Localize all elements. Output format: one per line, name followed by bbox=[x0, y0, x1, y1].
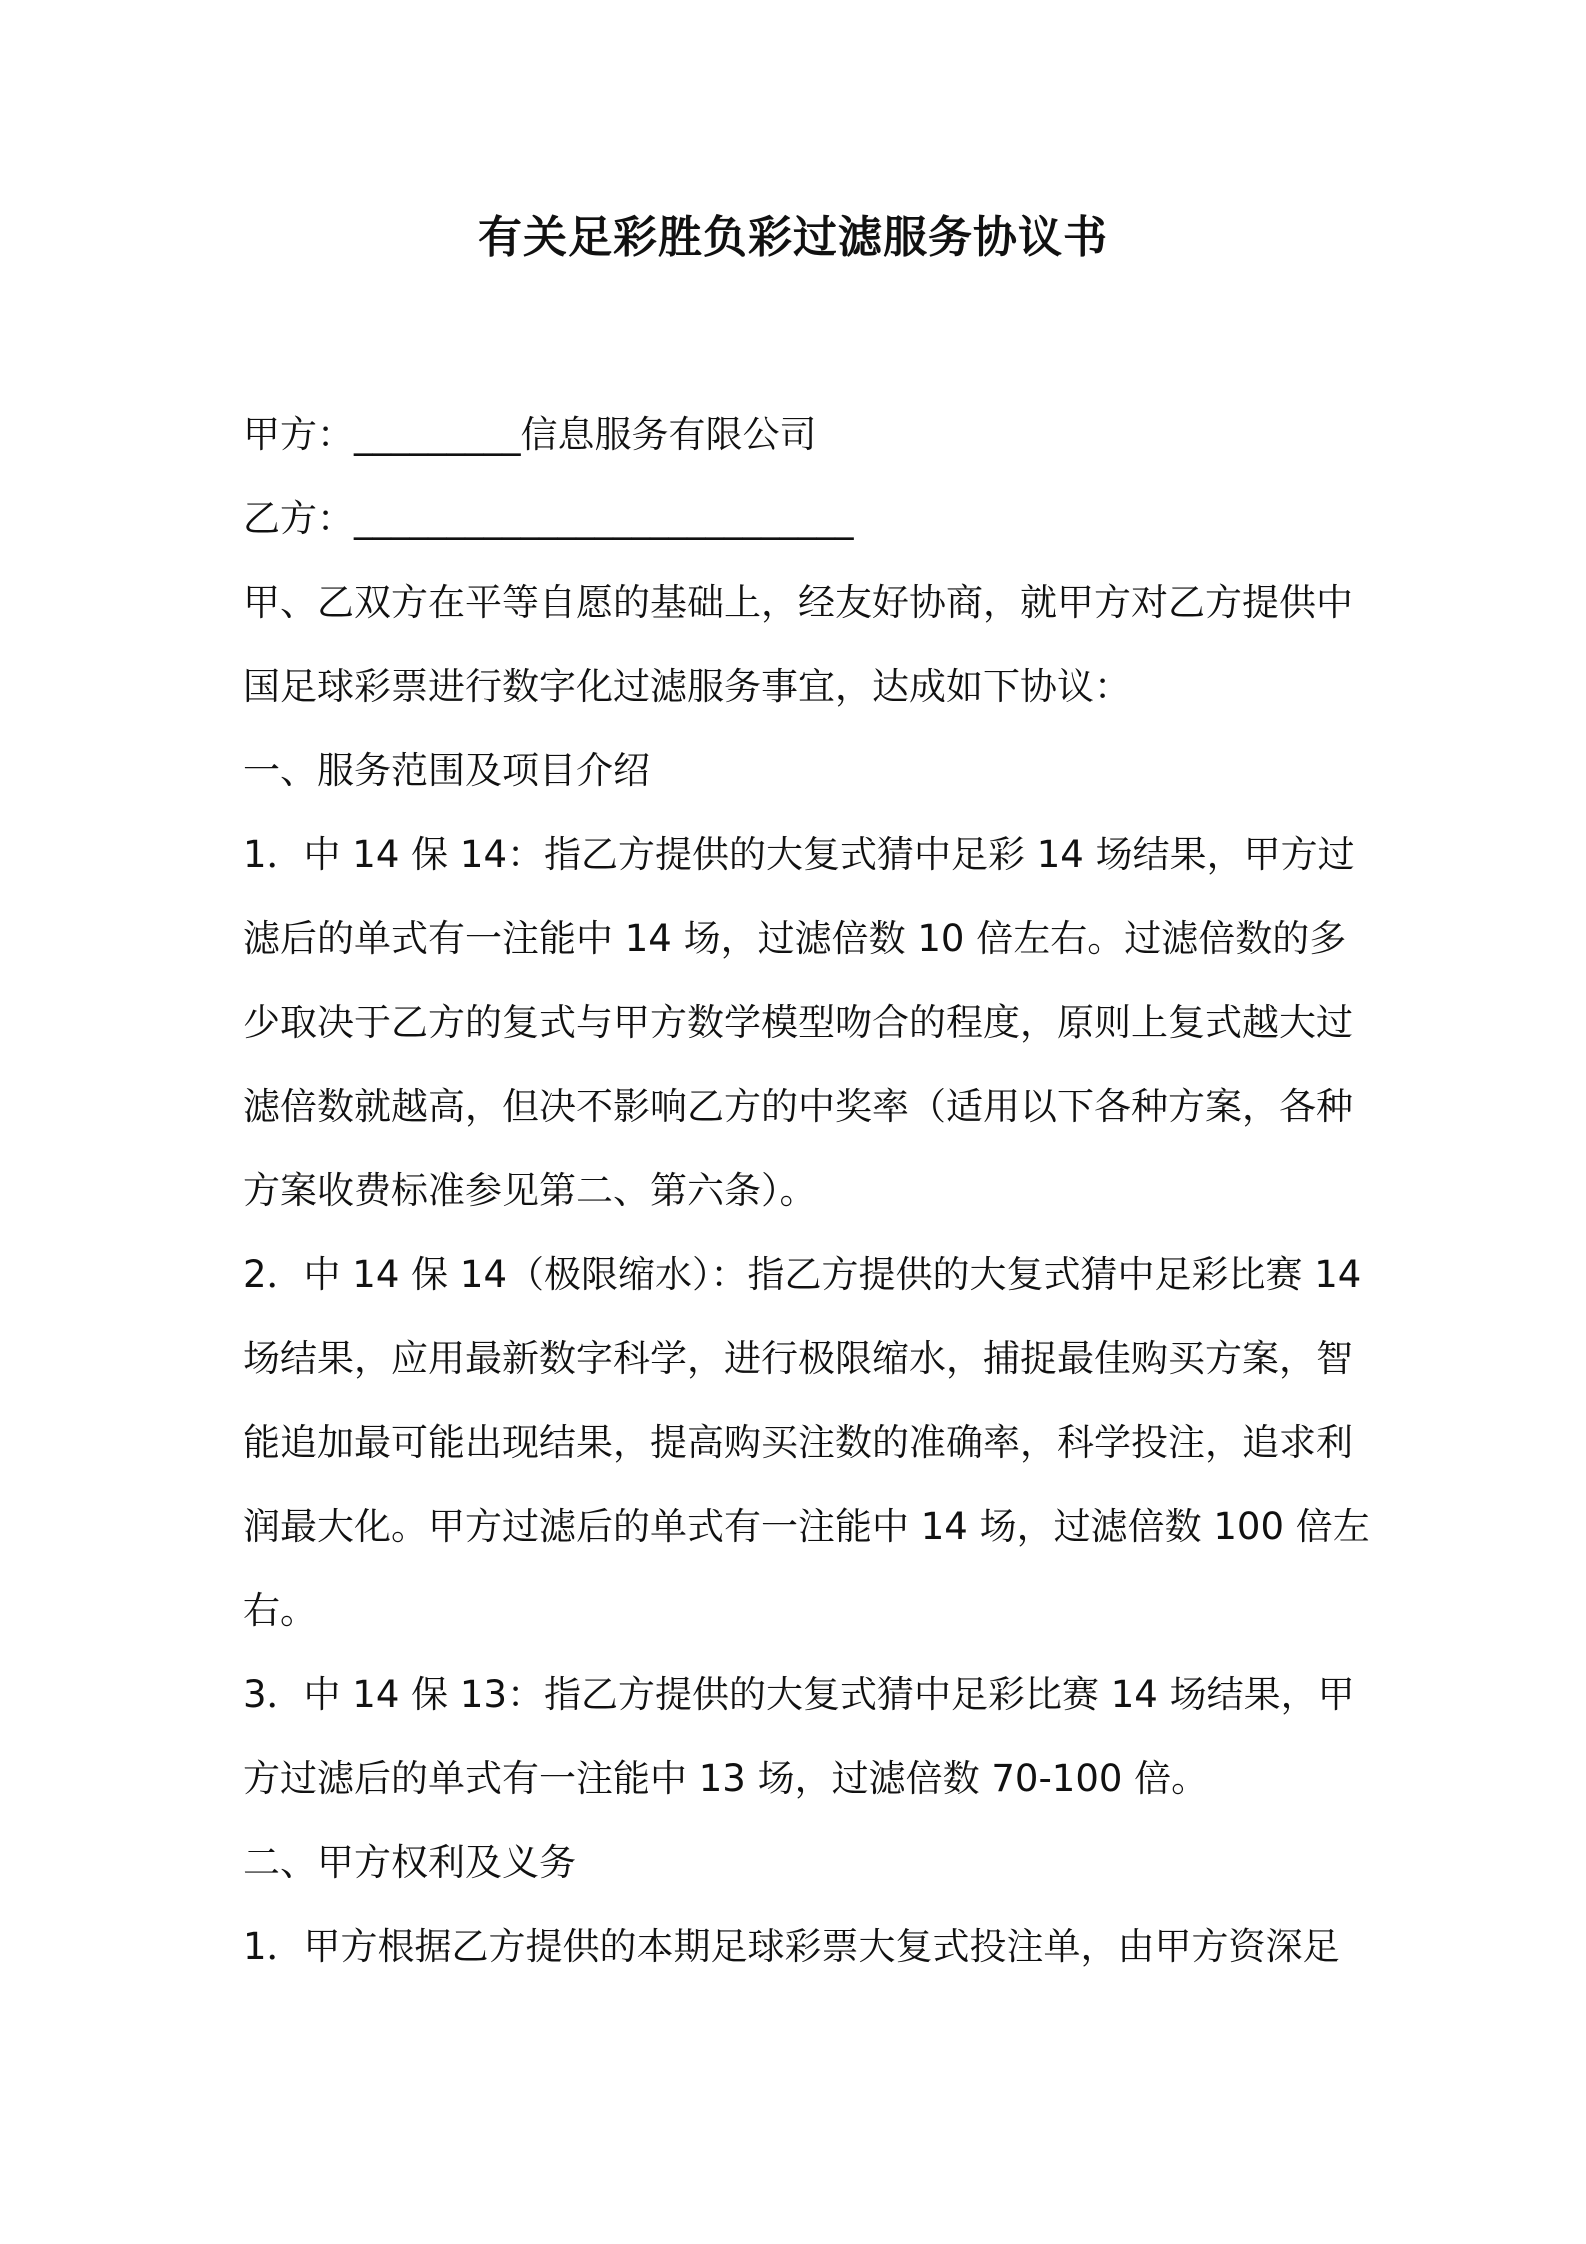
paragraph-line: 1．中 14 保 14：指乙方提供的大复式猜中足彩 14 场结果，甲方过 bbox=[243, 833, 1355, 876]
section-heading: 二、甲方权利及义务 bbox=[243, 1841, 576, 1884]
paragraph-line: 滤倍数就越高，但决不影响乙方的中奖率（适用以下各种方案，各种 bbox=[243, 1085, 1353, 1128]
paragraph-line: 场结果，应用最新数字科学，进行极限缩水，捕捉最佳购买方案，智 bbox=[243, 1337, 1353, 1380]
section-heading: 一、服务范围及项目介绍 bbox=[243, 749, 650, 792]
paragraph-line: 国足球彩票进行数字化过滤服务事宜，达成如下协议： bbox=[243, 665, 1131, 708]
paragraph-line: 2．中 14 保 14（极限缩水）：指乙方提供的大复式猜中足彩比赛 14 bbox=[243, 1253, 1362, 1296]
document-title: 有关足彩胜负彩过滤服务协议书 bbox=[478, 212, 1108, 263]
paragraph-line: 少取决于乙方的复式与甲方数学模型吻合的程度，原则上复式越大过 bbox=[243, 1001, 1353, 1044]
paragraph-line: 3．中 14 保 13：指乙方提供的大复式猜中足彩比赛 14 场结果，甲 bbox=[243, 1673, 1355, 1716]
party-a-line: 甲方：_________信息服务有限公司 bbox=[243, 413, 817, 456]
paragraph-line: 滤后的单式有一注能中 14 场，过滤倍数 10 倍左右。过滤倍数的多 bbox=[243, 917, 1347, 960]
paragraph-line: 甲、乙双方在平等自愿的基础上，经友好协商，就甲方对乙方提供中 bbox=[243, 581, 1353, 624]
paragraph-line: 方案收费标准参见第二、第六条）。 bbox=[243, 1169, 817, 1212]
paragraph-line: 润最大化。甲方过滤后的单式有一注能中 14 场，过滤倍数 100 倍左 bbox=[243, 1505, 1370, 1548]
paragraph-line: 能追加最可能出现结果，提高购买注数的准确率，科学投注，追求利 bbox=[243, 1421, 1353, 1464]
paragraph-line: 1．甲方根据乙方提供的本期足球彩票大复式投注单，由甲方资深足 bbox=[243, 1925, 1340, 1968]
paragraph-line: 方过滤后的单式有一注能中 13 场，过滤倍数 70-100 倍。 bbox=[243, 1757, 1209, 1800]
paragraph-line: 右。 bbox=[243, 1589, 317, 1632]
party-b-line: 乙方：___________________________ bbox=[243, 497, 854, 540]
